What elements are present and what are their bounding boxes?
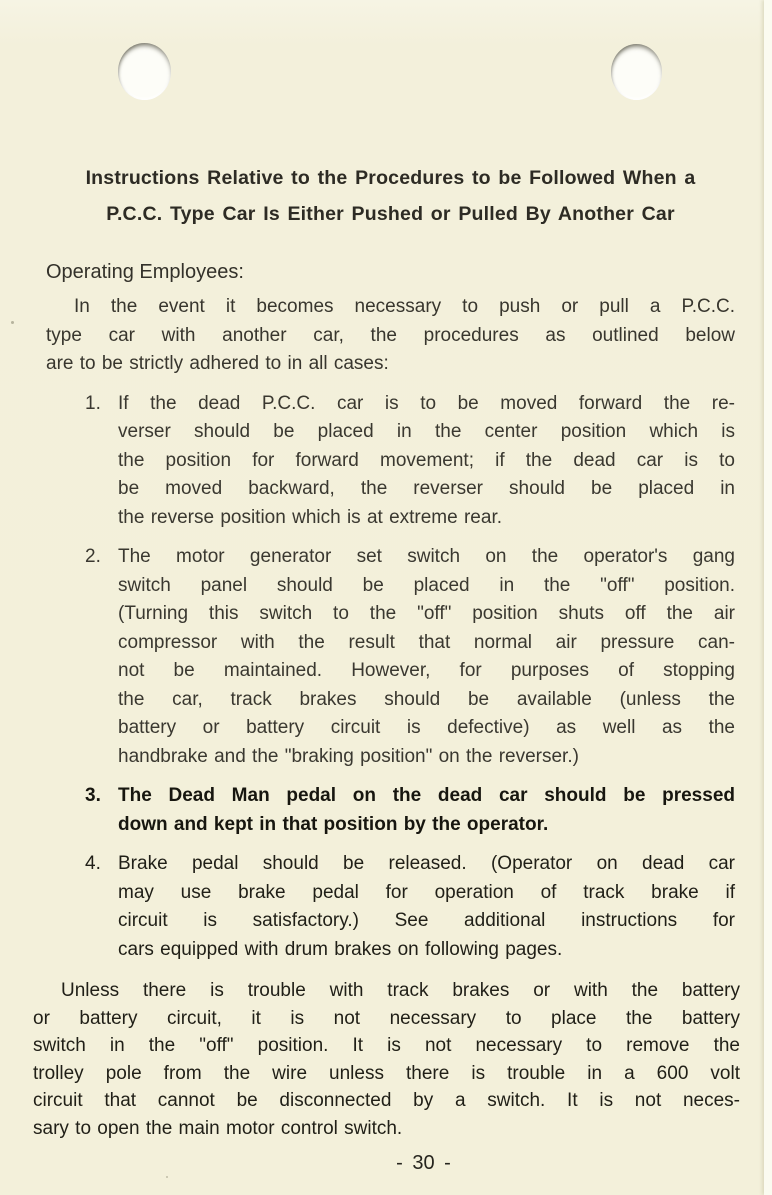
text-line: circuit is satisfactory.) See additional instructions for bbox=[118, 910, 735, 931]
item-text bbox=[118, 543, 735, 771]
intro-paragraph bbox=[46, 293, 735, 379]
item-number: 4. bbox=[85, 853, 101, 874]
text-line: the car, track brakes should be available (unless the bbox=[118, 688, 735, 710]
text-line: handbrake and the "braking position" on the reverser.) bbox=[118, 745, 579, 767]
text-line: In the event it becomes necessary to push or pull a P.C.C. bbox=[74, 296, 735, 317]
text-line: are to be strictly adhered to in all cases: bbox=[46, 353, 389, 374]
instruction-list bbox=[46, 390, 735, 965]
text-line: or battery circuit, it is not necessary to place the battery bbox=[33, 1007, 740, 1029]
scan-speck bbox=[166, 1176, 168, 1178]
text-line: switch in the "off" position. It is not necessary to remove the bbox=[33, 1035, 740, 1057]
text-line: trolley pole from the wire unless there is trouble in a 600 volt bbox=[33, 1062, 740, 1084]
text-line: Brake pedal should be released. (Operator on dead car bbox=[118, 853, 735, 874]
text-line: be moved backward, the reverser should be placed in bbox=[118, 478, 735, 499]
item-text bbox=[118, 390, 735, 533]
text-line: compressor with the result that normal air pressure can- bbox=[118, 631, 735, 653]
text-line: sary to open the main motor control switch. bbox=[33, 1117, 403, 1139]
title-line-1: Instructions Relative to the Procedures to be Followed When a bbox=[85, 167, 696, 189]
item-number: 1. bbox=[85, 392, 101, 414]
text-line: (Turning this switch to the "off" position shuts off the air bbox=[118, 603, 735, 624]
list-item bbox=[46, 390, 735, 533]
text-line: type car with another car, the procedures as outlined below bbox=[46, 324, 735, 346]
item-text bbox=[118, 850, 735, 964]
scan-speck bbox=[11, 321, 14, 324]
text-line: down and kept in that position by the operator. bbox=[118, 813, 549, 835]
punch-hole-left bbox=[118, 43, 171, 100]
page-number: - 30 - bbox=[396, 1151, 451, 1174]
text-line: switch panel should be placed in the "off" position. bbox=[118, 574, 735, 596]
text-line: circuit that cannot be disconnected by a switch. It is not neces- bbox=[33, 1090, 740, 1112]
list-item bbox=[46, 543, 735, 771]
item-number: 2. bbox=[85, 546, 101, 567]
punch-hole-right bbox=[611, 44, 662, 100]
text-line: The motor generator set switch on the operator's gang bbox=[118, 546, 735, 567]
document-page bbox=[33, 160, 740, 1175]
title-line-2: P.C.C. Type Car Is Either Pushed or Pulled By Another Car bbox=[106, 203, 675, 225]
text-line: may use brake pedal for operation of track brake if bbox=[118, 881, 735, 903]
item-text bbox=[118, 782, 735, 839]
list-item bbox=[46, 850, 735, 964]
page-right-edge bbox=[764, 0, 772, 1195]
text-line: battery or battery circuit is defective) as well as the bbox=[118, 717, 735, 738]
page-title bbox=[46, 160, 735, 232]
text-line: cars equipped with drum brakes on following pages. bbox=[118, 938, 563, 960]
item-number: 3. bbox=[85, 785, 101, 806]
text-line: the position for forward movement; if the dead car is to bbox=[118, 449, 735, 471]
text-line: Unless there is trouble with track brakes or with the battery bbox=[61, 980, 740, 1001]
text-line: verser should be placed in the center position which is bbox=[118, 421, 735, 442]
text-line: If the dead P.C.C. car is to be moved forward the re- bbox=[118, 392, 735, 414]
salutation: Operating Employees: bbox=[46, 261, 244, 283]
text-line: not be maintained. However, for purposes of stopping bbox=[118, 660, 735, 681]
closing-paragraph bbox=[33, 977, 740, 1143]
text-line: The Dead Man pedal on the dead car should be pressed bbox=[118, 785, 735, 806]
list-item bbox=[46, 782, 735, 839]
text-line: the reverse position which is at extreme rear. bbox=[118, 506, 503, 528]
